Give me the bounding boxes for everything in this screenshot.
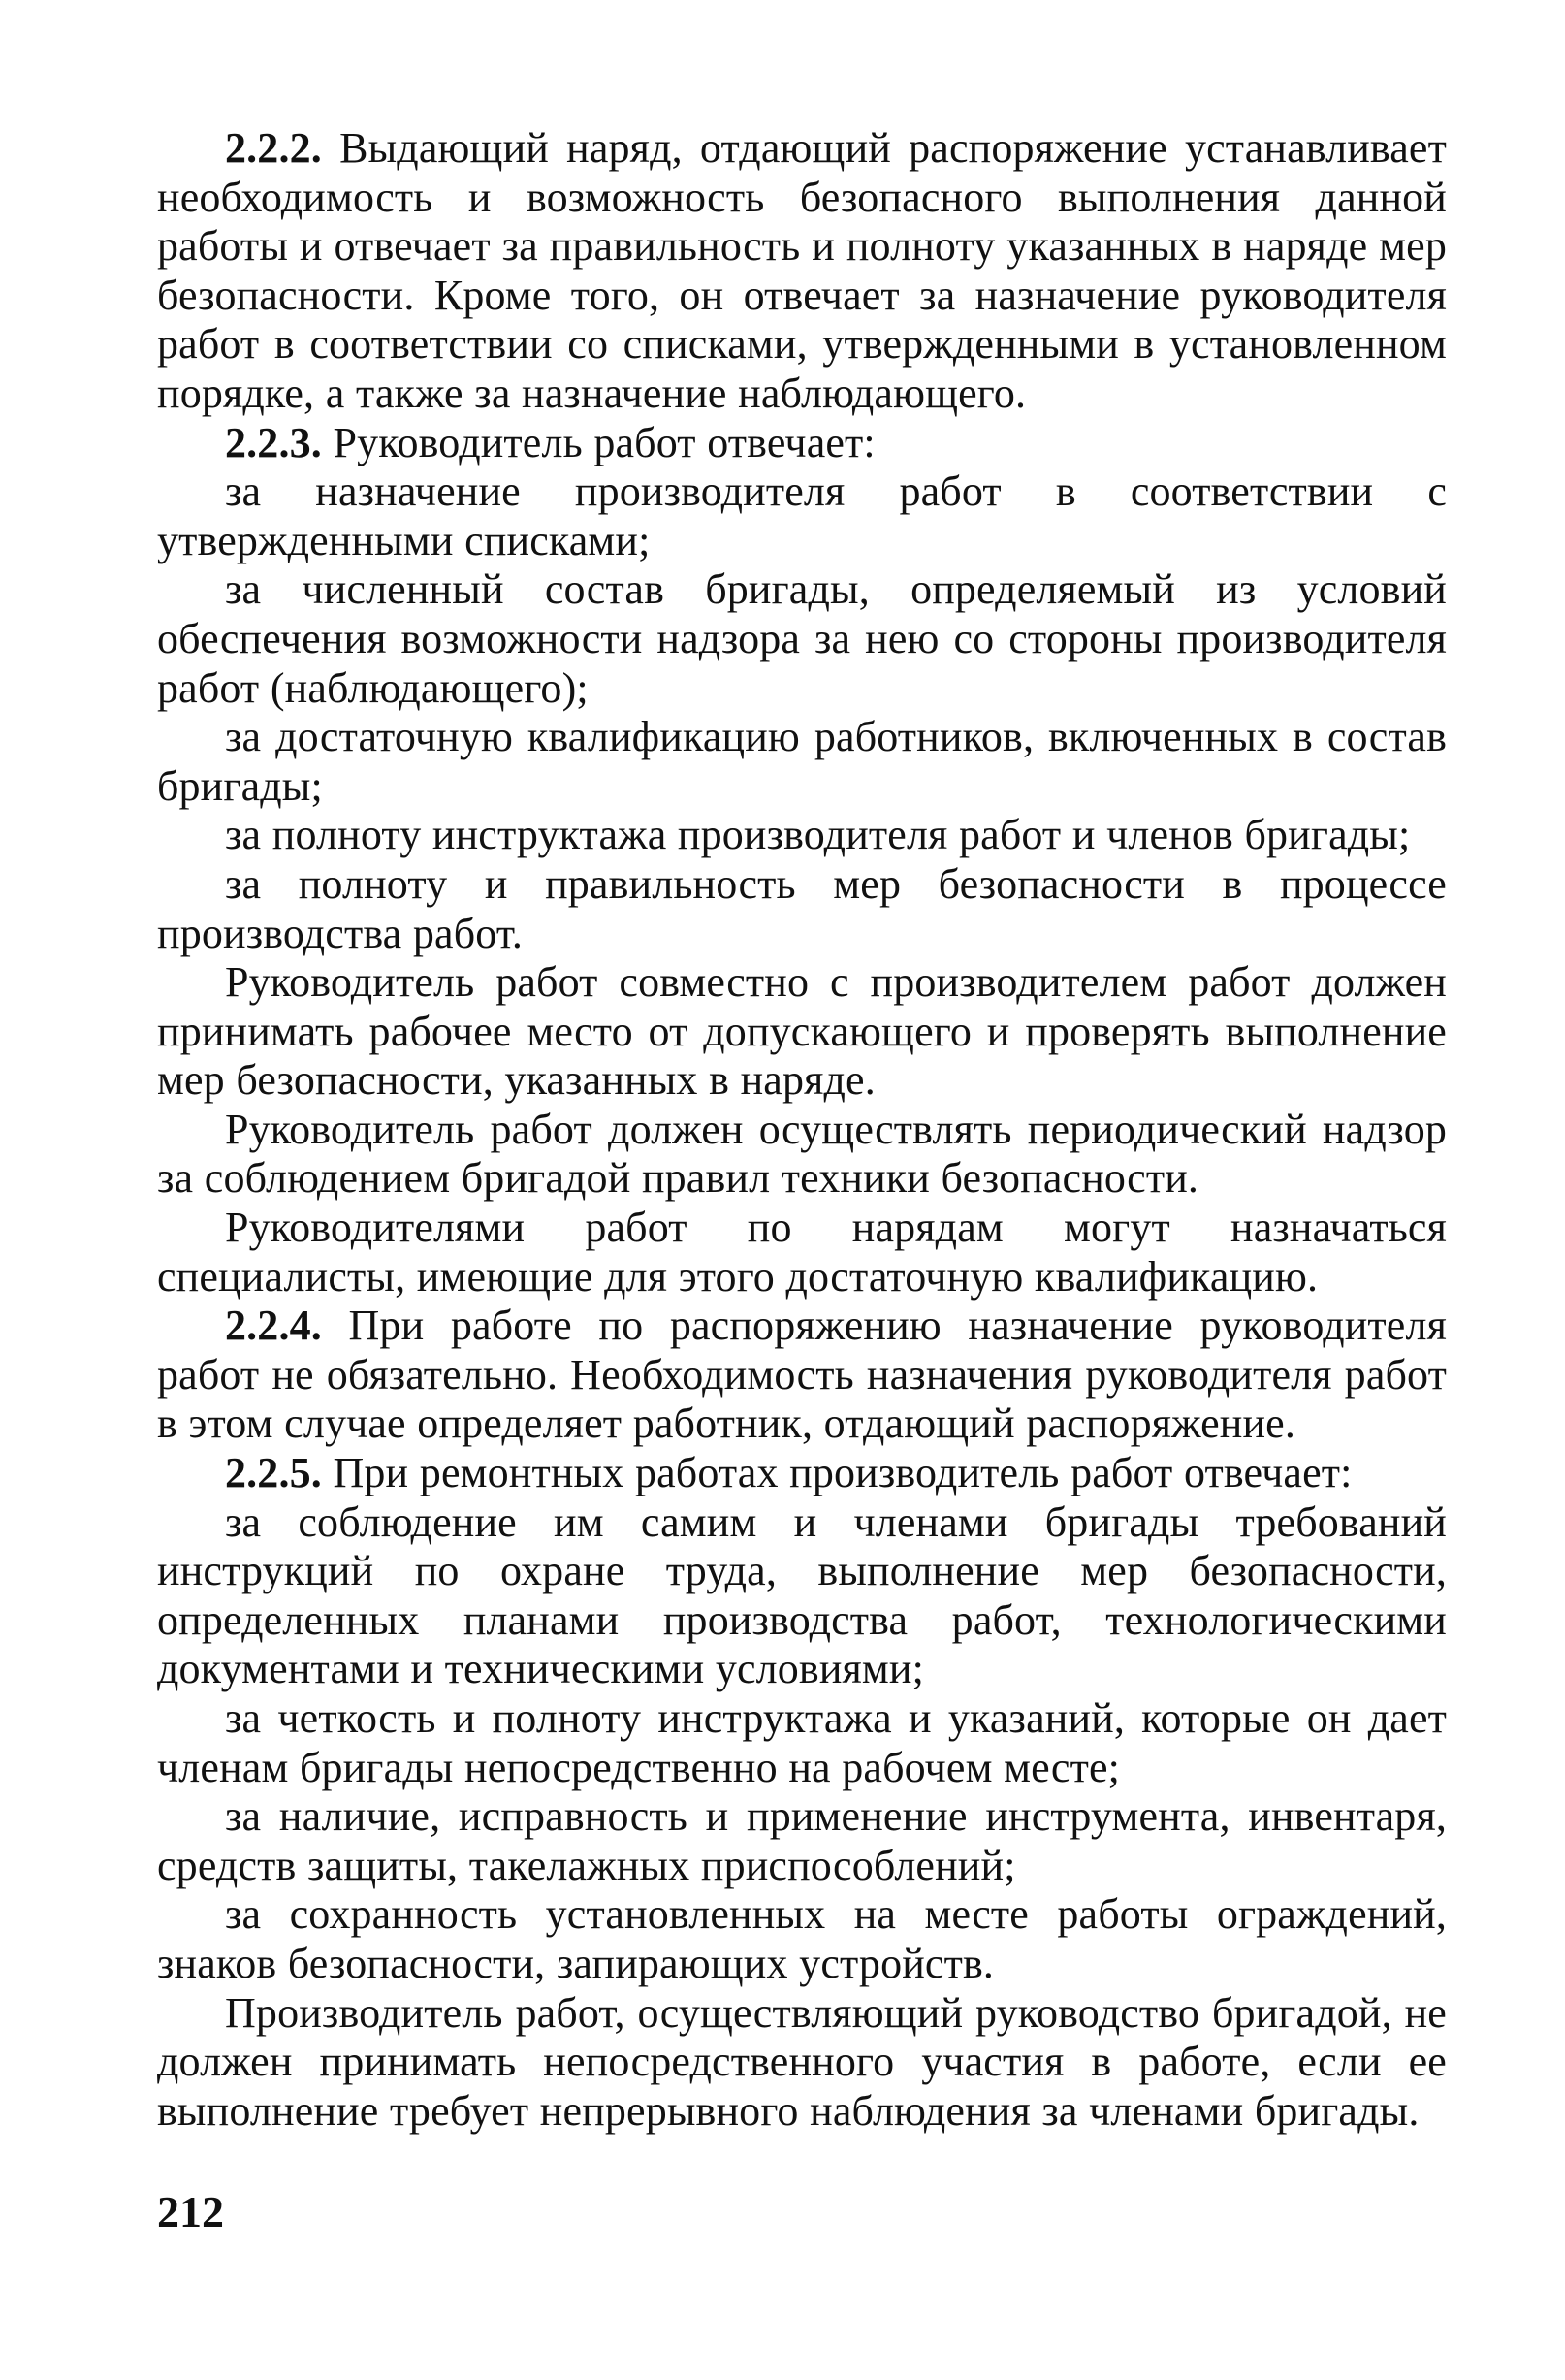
list-item xyxy=(157,1694,1447,1792)
paragraph-text: за четкость и полноту инструктажа и указаний, которые он дает членам бригады непосредственно на рабочем месте; xyxy=(157,1694,1447,1791)
paragraph xyxy=(157,958,1447,1106)
paragraph-text: за наличие, исправность и применение инструмента, инвентаря, средств защиты, такелажных приспособлений; xyxy=(157,1792,1447,1889)
paragraph-2-2-2 xyxy=(157,124,1447,419)
section-number: 2.2.4. xyxy=(225,1302,322,1350)
paragraph xyxy=(157,1989,1447,2137)
paragraph-text: за сохранность установленных на месте работы ограждений, знаков безопасности, запирающих устройств. xyxy=(157,1890,1447,1987)
page-body xyxy=(157,124,1447,2136)
list-item xyxy=(157,1890,1447,1988)
section-number: 2.2.5. xyxy=(225,1449,322,1497)
paragraph-text: Руководитель работ должен осуществлять периодический надзор за соблюдением бригадой правил техники безопасности. xyxy=(157,1105,1447,1203)
paragraph-text: Выдающий наряд, отдающий распоряжение устанавливает необходимость и возможность безопасного выполнения данной работы и отвечает за правильность и полноту указанных в наряде мер безопасности. Кроме того, он отвечает за назначение руководителя работ в соответствии со списками, утвержденными в установленном порядке, а также за назначение наблюдающего. xyxy=(157,124,1447,417)
paragraph-text: за соблюдение им самим и членами бригады требований инструкций по охране труда, выполнение мер безопасности, определенных планами производства работ, технологическими документами и техническими условиями; xyxy=(157,1497,1447,1693)
paragraph-text: за полноту инструктажа производителя работ и членов бригады; xyxy=(225,811,1411,859)
paragraph xyxy=(157,1204,1447,1302)
list-item xyxy=(157,713,1447,811)
list-item xyxy=(157,467,1447,565)
paragraph-2-2-5 xyxy=(157,1449,1447,1498)
paragraph-text: Производитель работ, осуществляющий руководство бригадой, не должен принимать непосредственного участия в работе, если ее выполнение требует непрерывного наблюдения за членами бригады. xyxy=(157,1988,1447,2135)
paragraph-text: за полноту и правильность мер безопасности в процессе производства работ. xyxy=(157,859,1447,957)
paragraph-text: При ремонтных работах производитель работ отвечает: xyxy=(333,1449,1353,1497)
paragraph-2-2-3 xyxy=(157,419,1447,468)
list-item xyxy=(157,1498,1447,1694)
section-number: 2.2.3. xyxy=(225,418,322,466)
paragraph-text: При работе по распоряжению назначение руководителя работ не обязательно. Необходимость назначения руководителя работ в этом случае определяет работник, отдающий распоряжение. xyxy=(157,1302,1447,1448)
page-number: 212 xyxy=(157,2187,224,2236)
list-item xyxy=(157,565,1447,713)
list-item xyxy=(157,1792,1447,1890)
paragraph-text: Руководитель работ отвечает: xyxy=(333,418,876,466)
paragraph-text: Руководителями работ по нарядам могут назначаться специалисты, имеющие для этого достаточную квалификацию. xyxy=(157,1204,1447,1301)
section-number: 2.2.2. xyxy=(225,124,322,172)
paragraph-text: за назначение производителя работ в соответствии с утвержденными списками; xyxy=(157,467,1447,564)
paragraph-text: за численный состав бригады, определяемый из условий обеспечения возможности надзора за нею со стороны производителя работ (наблюдающего); xyxy=(157,565,1447,712)
paragraph-text: за достаточную квалификацию работников, включенных в состав бригады; xyxy=(157,713,1447,810)
list-item xyxy=(157,811,1447,860)
paragraph-text: Руководитель работ совместно с производителем работ должен принимать рабочее место от допускающего и проверять выполнение мер безопасности, указанных в наряде. xyxy=(157,958,1447,1105)
paragraph-2-2-4 xyxy=(157,1302,1447,1449)
list-item xyxy=(157,860,1447,958)
paragraph xyxy=(157,1106,1447,1204)
